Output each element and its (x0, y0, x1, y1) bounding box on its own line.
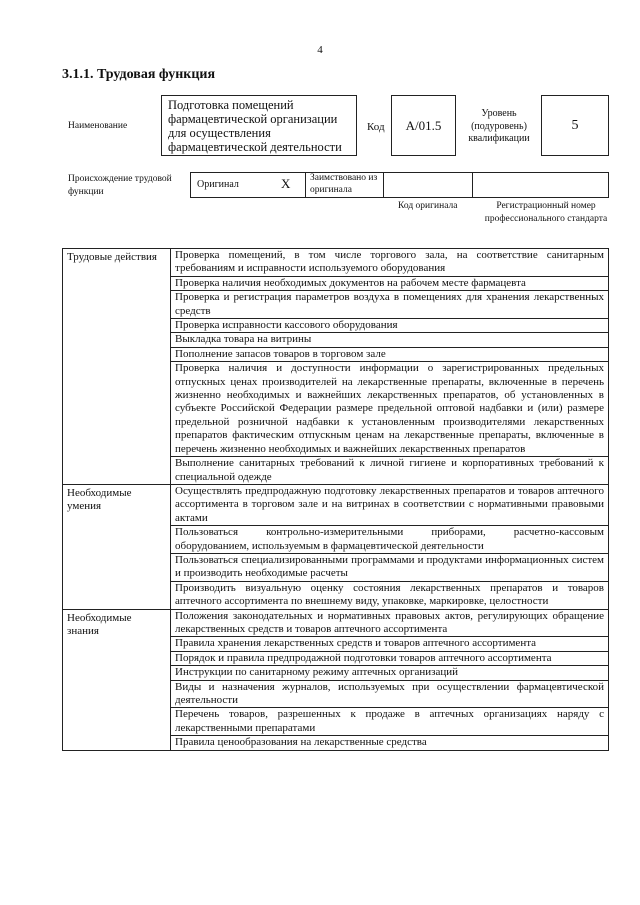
page-number: 4 (317, 44, 323, 56)
table-row (63, 609, 609, 637)
item-cell: Правила хранения лекарственных средств и товаров аптечного ассортимента (171, 637, 609, 651)
item-cell: Перечень товаров, разрешенных к продаже в аптечных организациях наряду с лекарственными препаратами (171, 708, 609, 736)
item-cell: Пополнение запасов товаров в торговом зале (171, 347, 609, 361)
code-original-cell (384, 173, 473, 197)
item-cell: Инструкции по санитарному режиму аптечных организаций (171, 666, 609, 680)
item-cell: Производить визуальную оценку состояния лекарственных препаратов и товаров аптечного ассортимента по внешнему виду, упаковке, маркировке, целостности (171, 581, 609, 609)
section-title: 3.1.1. Трудовая функция (62, 67, 216, 82)
level-value-box: 5 (541, 95, 609, 156)
category-cell: Необходимые знания (63, 609, 171, 750)
item-cell: Проверка помещений, в том числе торгового зала, на соответствие санитарным требованиям и исправности используемого оборудования (171, 249, 609, 277)
table-row (63, 484, 609, 525)
item-cell: Осуществлять предпродажную подготовку лекарственных препаратов и товаров аптечного ассортимента в торговом зале и на витринах в соответствии с нормативными правовыми актами (171, 484, 609, 525)
reg-number-label: Регистрационный номер профессионального стандарта (484, 201, 608, 224)
level-label: Уровень (подуровень) квалификации (468, 108, 530, 144)
item-cell: Проверка наличия и доступности информации о зарегистрированных предельных отпускных ценах производителей на лекарственные препараты, включенные в перечень жизненно необходимых и важнейших лекарственных препаратов, об установленных в субъекте Российской Федерации размере предельной оптовой надбавки и (или) размере предельной розничной надбавки к установленным производителями лекарственных препаратов фактическим отпускным ценам на лекарственные препараты, включенные в перечень жизненно необходимых и важнейших лекарственных препаратов (171, 362, 609, 457)
original-mark: X (281, 176, 291, 191)
borrowed-cell (306, 173, 384, 197)
reg-number-cell (473, 173, 608, 197)
item-cell: Проверка наличия необходимых документов на рабочем месте фармацевта (171, 276, 609, 290)
code-label: Код (367, 121, 385, 133)
function-name-box: Подготовка помещений фармацевтической организации для осуществления фармацевтической деятельности (161, 95, 357, 156)
original-cell (191, 173, 306, 197)
item-cell: Виды и назначения журналов, используемых при осуществлении фармацевтической деятельности (171, 680, 609, 708)
labor-function-table (62, 248, 609, 751)
item-cell: Правила ценообразования на лекарственные средства (171, 736, 609, 750)
item-cell: Положения законодательных и нормативных правовых актов, регулирующих обращение лекарственных средств и товаров аптечного ассортимента (171, 609, 609, 637)
item-cell: Выкладка товара на витрины (171, 333, 609, 347)
item-cell: Проверка и регистрация параметров воздуха в помещениях для хранения лекарственных средств (171, 291, 609, 319)
item-cell: Порядок и правила предпродажной подготовки товаров аптечного ассортимента (171, 651, 609, 665)
item-cell: Выполнение санитарных требований к личной гигиене и корпоративных требований к специальной одежде (171, 457, 609, 485)
item-cell: Пользоваться контрольно-измерительными приборами, расчетно-кассовым оборудованием, используемым в фармацевтической деятельности (171, 526, 609, 554)
origin-label: Происхождение трудовой функции (68, 174, 172, 197)
table-row (63, 249, 609, 277)
original-label: Оригинал (197, 179, 239, 190)
code-original-label: Код оригинала (398, 201, 458, 211)
category-cell: Необходимые умения (63, 484, 171, 609)
origin-row (190, 172, 609, 198)
code-value-box: A/01.5 (391, 95, 456, 156)
name-label: Наименование (68, 121, 128, 131)
item-cell: Проверка исправности кассового оборудования (171, 319, 609, 333)
borrowed-label: Заимствовано из оригинала (310, 173, 378, 195)
item-cell: Пользоваться специализированными программами и продуктами информационных систем и производить необходимые расчеты (171, 553, 609, 581)
category-cell: Трудовые действия (63, 249, 171, 485)
